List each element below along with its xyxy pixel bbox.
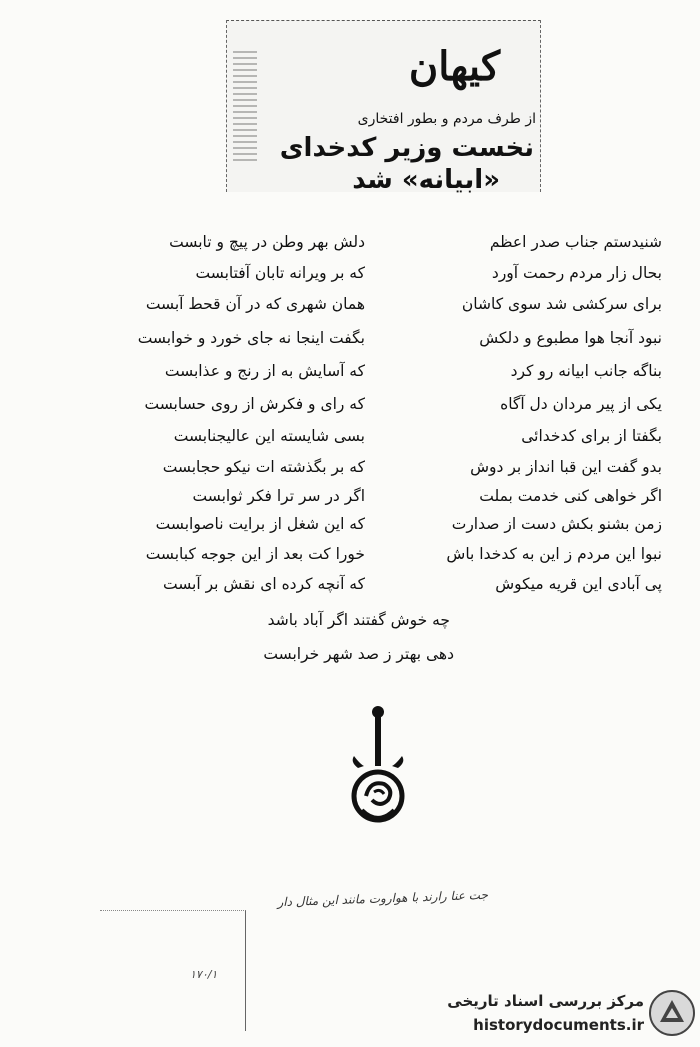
verse-right-8: بدو گفت این قبا انداز بر دوش <box>470 458 662 476</box>
verse-left-7: بسی شایسته این عالیجنابست <box>173 427 365 445</box>
handwritten-note: جت عنا رارند با هواروت مانند این مثال دار <box>277 887 489 910</box>
verse-left-12: که آنچه کرده ای نقش بر آبست <box>162 575 365 593</box>
final-verse-1: چه خوش گفتند اگر آباد باشد <box>267 611 450 629</box>
verse-right-11: نبوا این مردم ز این به کدخدا باش <box>446 545 662 563</box>
verse-left-4: بگفت اینجا نه جای خورد و خوابست <box>137 329 365 347</box>
clipping-halftone <box>233 51 257 161</box>
verse-right-1: شنیدستم جناب صدر اعظم <box>489 233 662 251</box>
archive-stamp-number: ۱۷۰/۱ <box>190 968 218 981</box>
ornament-emblem <box>340 700 410 850</box>
verse-right-12: پی آبادی این قریه میکوش <box>495 575 662 593</box>
watermark-url: historydocuments.ir <box>473 1016 644 1034</box>
watermark <box>398 986 698 1044</box>
verse-right-7: بگفتا از برای کدخدائی <box>521 427 662 445</box>
verse-left-9: اگر در سر ترا فکر ثوابست <box>192 487 365 505</box>
verse-left-2: که بر ویرانه تابان آفتابست <box>195 264 365 282</box>
verse-right-9: اگر خواهی کنی خدمت بملت <box>479 487 662 505</box>
clipping-subhead: «ابیانه» شد <box>352 165 500 195</box>
verse-right-3: برای سرکشی شد سوی کاشان <box>461 295 662 313</box>
verse-right-4: نبود آنجا هوا مطبوع و دلکش <box>479 329 662 347</box>
verse-left-3: همان شهری که در آن قحط آبست <box>145 295 365 313</box>
verse-right-6: یکی از پیر مردان دل آگاه <box>500 395 662 413</box>
archive-stamp-border <box>100 910 246 1031</box>
newspaper-masthead: کیهان <box>408 43 500 90</box>
clipping-headline: نخست وزیر کدخدای <box>279 133 534 163</box>
verse-right-5: بناگه جانب ابیانه رو کرد <box>510 362 662 380</box>
clipping-byline: از طرف مردم و بطور افتخاری <box>357 111 536 127</box>
verse-left-5: که آسایش به از رنج و عذابست <box>164 362 365 380</box>
verse-left-10: که این شغل از برایت ناصوابست <box>155 515 365 533</box>
verse-right-2: بحال زار مردم رحمت آورد <box>491 264 662 282</box>
verse-left-8: که بر بگذشته ات نیکو حجابست <box>162 458 365 476</box>
archive-logo-icon <box>648 988 696 1038</box>
watermark-title: مرکز بررسی اسناد تاریخی <box>447 992 644 1010</box>
verse-left-11: خورا کت بعد از این جوجه کبابست <box>145 545 365 563</box>
verse-left-1: دلش بهر وطن در پیچ و تابست <box>169 233 365 251</box>
verse-right-10: زمن بشنو بکش دست از صدارت <box>451 515 662 533</box>
verse-left-6: که رای و فکرش از روی حسابست <box>144 395 365 413</box>
final-verse-2: دهی بهتر ز صد شهر خرابست <box>263 645 454 663</box>
newspaper-clipping <box>226 20 541 195</box>
